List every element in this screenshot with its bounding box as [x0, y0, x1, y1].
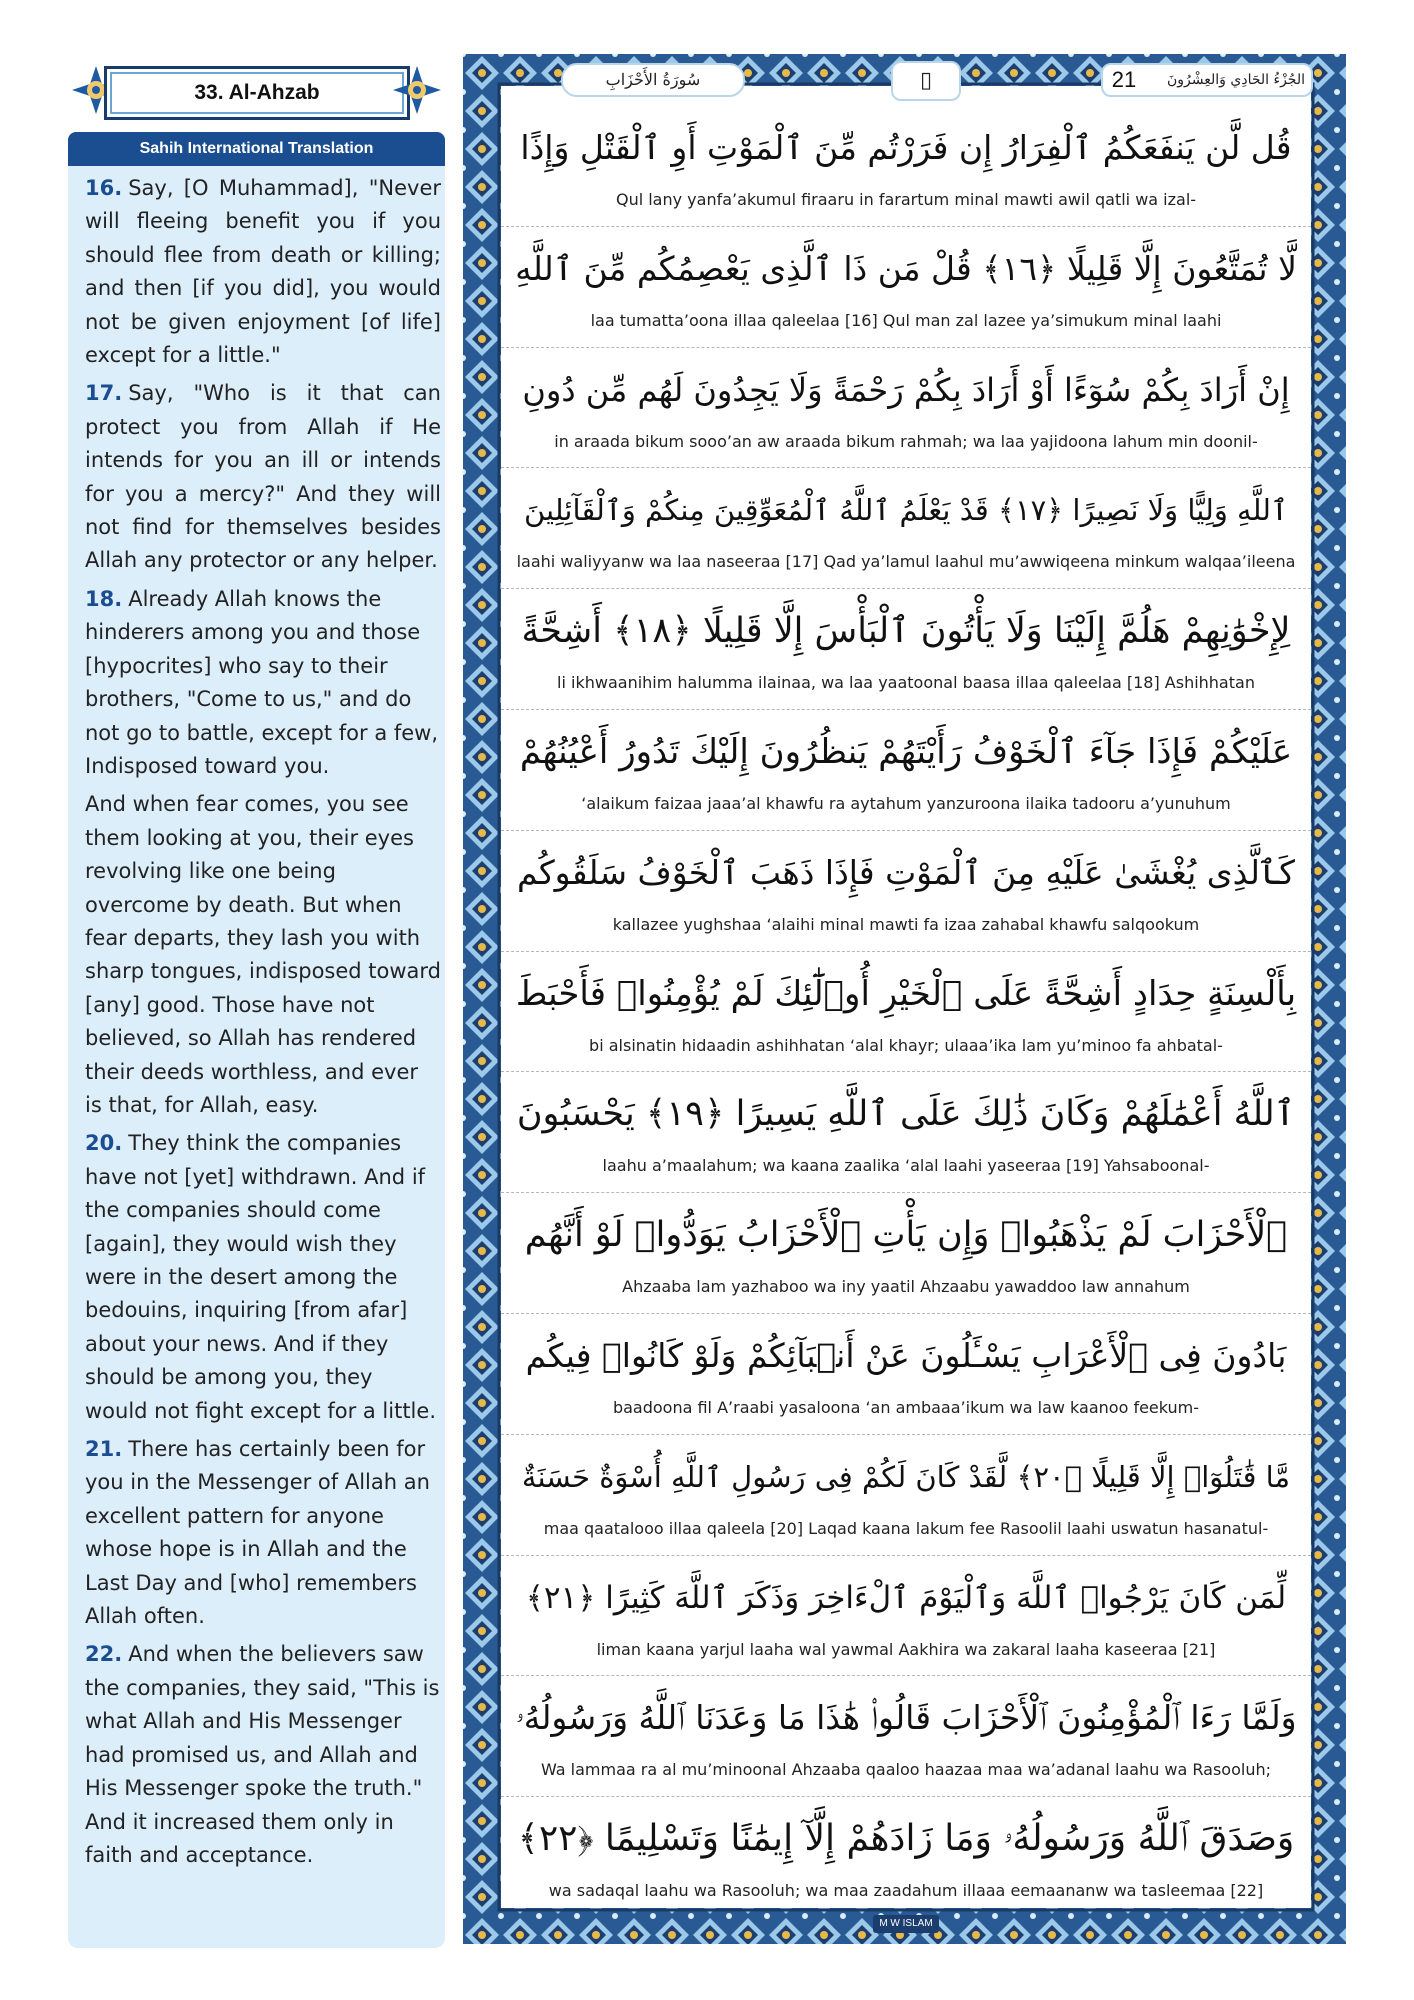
footer-logo: M W ISLAM: [873, 1915, 939, 1933]
verse-number: 22.: [85, 1642, 123, 1667]
quran-lines: [501, 106, 1311, 1917]
verse-translation-22: [85, 1638, 441, 1872]
arabic-text: بِأَلْسِنَةٍ حِدَادٍ أَشِحَّةً عَلَى ٱلْخَيْرِ أُو۟لَٰٓئِكَ لَمْ يُؤْمِنُوا۟ فَأَحْبَطَ: [515, 973, 1297, 1014]
verse-text: Say, "Who is it that can protect you from Allah if He intends for you an ill or intends for you a mercy?" And they will not find for themselves besides Allah any protector or any helper.: [85, 381, 441, 573]
quran-line: [501, 1435, 1311, 1556]
juz-name: الجُزْءُ الحَادِي وَالعِشْرُونَ: [1167, 72, 1305, 88]
juz-number: 21: [1111, 67, 1137, 92]
surah-title-box: [68, 58, 445, 122]
transliteration: baadoona fil A’raabi yasaloona ‘an ambaaa’ikum wa law kaanoo feekum-: [612, 1397, 1200, 1417]
juz-label: [1101, 63, 1313, 97]
transliteration: laahi waliyyanw wa laa naseeraa [17] Qad ya’lamul laahul mu’awwiqeena minkum walqaa’ileena: [516, 552, 1296, 572]
verse-text: Already Allah knows the hinderers among you and those [hypocrites] who say to their brothers, "Come to us," and do not go to battle, except for a few, Indisposed toward you.: [85, 586, 439, 778]
translation-header: Sahih International Translation: [68, 132, 445, 166]
transliteration: Wa lammaa ra al mu’minoonal Ahzaaba qaaloo haazaa maa wa’adanal laahu wa Rasooluh;: [540, 1760, 1271, 1780]
quran-line: [501, 710, 1311, 831]
verse-text: Say, [O Muhammad], "Never will fleeing benefit you if you should flee from death or killing; and then [if you did], you would not be given enjoyment [of life] except for a little.": [85, 176, 441, 368]
transliteration: Qul lany yanfa’akumul firaaru in farartum minal mawti awil qatli wa izal-: [615, 190, 1197, 209]
verse-translation-16: [85, 172, 441, 372]
quran-line: [501, 952, 1311, 1073]
translation-column: [68, 58, 445, 1948]
transliteration: ‘alaikum faizaa jaaa’al khawfu ra aytahum yanzuroona ilaika tadooru a’yunuhum: [581, 793, 1231, 813]
page-header: [501, 54, 1311, 100]
transliteration: liman kaana yarjul laaha wal yawmal Aakhira wa zakaral laaha kaseeraa [21]: [596, 1639, 1216, 1659]
transliteration: wa sadaqal laahu wa Rasooluh; wa maa zaadahum illaaa eemaananw wa tasleemaa [22]: [548, 1881, 1264, 1901]
transliteration: Ahzaaba lam yazhaboo wa iny yaatil Ahzaabu yawaddoo law annahum: [622, 1277, 1190, 1297]
arabic-text: ٱللَّهِ وَلِيًّا وَلَا نَصِيرًا ﴿١٧﴾ قَدْ يَعْلَمُ ٱللَّهُ ٱلْمُعَوِّقِينَ مِنكُمْ وَٱلْقَآئِلِينَ: [523, 493, 1289, 528]
verse-text: And when the believers saw the companies, they said, "This is what Allah and His Messenger had promised us, and Allah and His Messenger spoke the truth." And it increased them only in faith and acceptance.: [85, 1642, 440, 1867]
arabic-text: كَٱلَّذِى يُغْشَىٰ عَلَيْهِ مِنَ ٱلْمَوْتِ فَإِذَا ذَهَبَ ٱلْخَوْفُ سَلَقُوكُم: [517, 852, 1295, 892]
quran-line: [501, 1676, 1311, 1797]
quran-line: [501, 468, 1311, 589]
transliteration: in araada bikum sooo’an aw araada bikum rahmah; wa laa yajidoona lahum min doonil-: [554, 431, 1258, 451]
verse-text: And when fear comes, you see them looking at you, their eyes revolving like one being overcome by death. But when fear departs, they lash you with sharp tongues, indisposed toward [any] good. Those have not believed, so Allah has rendered their deeds worthless, and ever is that, for Allah, easy.: [85, 792, 442, 1117]
mushaf-page: [463, 54, 1346, 1944]
arabic-text: وَصَدَقَ ٱللَّهُ وَرَسُولُهُۥ وَمَا زَادَهُمْ إِلَّآ إِيمَٰنًا وَتَسْلِيمًا ﴿٢٢﴾: [517, 1818, 1295, 1860]
quran-line: [501, 106, 1311, 227]
arabic-text: مَّا قَٰتَلُوٓا۟ إِلَّا قَلِيلًا ﴿٢٠﴾ لَّقَدْ كَانَ لَكُمْ فِى رَسُولِ ٱللَّهِ أُسْوَةٌ حَسَنَةٌ: [521, 1459, 1291, 1494]
verse-number: 16.: [85, 176, 123, 200]
verse-text: There has certainly been for you in the Messenger of Allah an excellent pattern for anyone whose hope is in Allah and the Last Day and [who] remembers Allah often.: [85, 1437, 430, 1629]
verse-translation-20: [85, 1127, 441, 1428]
transliteration: maa qaatalooo illaa qaleela [20] Laqad kaana lakum fee Rasoolil laahi uswatun hasanatul-: [543, 1518, 1269, 1538]
verse-text: They think the companies have not [yet] withdrawn. And if the companies should come [again], they would wish they were in the desert among the bedouins, inquiring [from afar] about your news. And if they should be among you, they would not fight except for a little.: [85, 1131, 436, 1423]
arabic-text: ٱللَّهُ أَعْمَٰلَهُمْ وَكَانَ ذَٰلِكَ عَلَى ٱللَّهِ يَسِيرًا ﴿١٩﴾ يَحْسَبُونَ: [516, 1094, 1296, 1135]
arabic-text: لِإِخْوَٰنِهِمْ هَلُمَّ إِلَيْنَا وَلَا يَأْتُونَ ٱلْبَأْسَ إِلَّا قَلِيلًا ﴿١٨﴾ أَشِحَّةً: [521, 611, 1291, 652]
arabic-text: عَلَيْكُمْ فَإِذَا جَآءَ ٱلْخَوْفُ رَأَيْتَهُمْ يَنظُرُونَ إِلَيْكَ تَدُورُ أَعْيُنُهُمْ: [519, 731, 1293, 772]
arabic-text: وَلَمَّا رَءَا ٱلْمُؤْمِنُونَ ٱلْأَحْزَابَ قَالُوا۟ هَٰذَا مَا وَعَدَنَا ٱللَّهُ وَرَسُولُهُۥ: [515, 1698, 1297, 1738]
verse-number: 21.: [85, 1437, 123, 1462]
arabic-text: قُل لَّن يَنفَعَكُمُ ٱلْفِرَارُ إِن فَرَرْتُم مِّنَ ٱلْمَوْتِ أَوِ ٱلْقَتْلِ وَإِذًا: [520, 128, 1292, 167]
quran-line: [501, 1314, 1311, 1435]
verse-translation-17: [85, 377, 441, 577]
bookmark-icon[interactable]: ▯: [891, 61, 961, 101]
verse-number: 17.: [85, 381, 123, 406]
verse-number: 20.: [85, 1131, 123, 1156]
transliteration: laahu a’maalahum; wa kaana zaalika ‘alal laahi yaseeraa [19] Yahsaboonal-: [602, 1156, 1210, 1176]
quran-line: [501, 831, 1311, 952]
arabic-text: لَّا تُمَتَّعُونَ إِلَّا قَلِيلًا ﴿١٦﴾ قُلْ مَن ذَا ٱلَّذِى يَعْصِمُكُم مِّنَ ٱللَّهِ: [515, 248, 1297, 288]
translation-text: [85, 172, 441, 1877]
transliteration: bi alsinatin hidaadin ashihhatan ‘alal khayr; ulaaa’ika lam yu’minoo fa ahbatal-: [589, 1035, 1223, 1055]
arabic-text: إِنْ أَرَادَ بِكُمْ سُوٓءًا أَوْ أَرَادَ بِكُمْ رَحْمَةً وَلَا يَجِدُونَ لَهُم مِّن دُونِ: [522, 370, 1290, 409]
verse-number: 18.: [85, 586, 123, 611]
quran-line: [501, 1797, 1311, 1917]
surah-title: 33. Al-Ahzab: [194, 81, 320, 104]
arabic-text: لِّمَن كَانَ يَرْجُوا۟ ٱللَّهَ وَٱلْيَوْمَ ٱلْءَاخِرَ وَذَكَرَ ٱللَّهَ كَثِيرًا ﴿٢١﴾: [525, 1579, 1287, 1616]
transliteration: laa tumatta’oona illaa qaleelaa [16] Qul man zal lazee ya’simukum minal laahi: [590, 310, 1222, 330]
quran-line: [501, 348, 1311, 469]
transliteration: li ikhwaanihim halumma ilainaa, wa laa yaatoonal baasa illaa qaleelaa [18] Ashihhatan: [557, 673, 1255, 693]
ornament-right-icon: [389, 62, 445, 118]
transliteration: kallazee yughshaa ‘alaihi minal mawti fa izaa zahabal khawfu salqookum: [612, 914, 1200, 934]
surah-title-frame: [104, 66, 410, 120]
verse-translation-18: [85, 583, 441, 783]
verse-translation-21: [85, 1433, 441, 1633]
quran-line: [501, 589, 1311, 710]
quran-line: [501, 1556, 1311, 1677]
translation-panel: [68, 166, 445, 1948]
page-footer: [501, 1914, 1311, 1936]
arabic-text: بَادُونَ فِى ٱلْأَعْرَابِ يَسْـَٔلُونَ عَنْ أَنۢبَآئِكُمْ وَلَوْ كَانُوا۟ فِيكُم: [525, 1335, 1287, 1375]
verse-translation-19: [85, 788, 441, 1122]
quran-line: [501, 227, 1311, 348]
quran-line: [501, 1193, 1311, 1314]
quran-line: [501, 1072, 1311, 1193]
surah-name-label: سُورَةُ الأَحْزَابِ: [561, 63, 745, 97]
arabic-text: ٱلْأَحْزَابَ لَمْ يَذْهَبُوا۟ وَإِن يَأْتِ ٱلْأَحْزَابُ يَوَدُّوا۟ لَوْ أَنَّهُم: [524, 1215, 1288, 1256]
